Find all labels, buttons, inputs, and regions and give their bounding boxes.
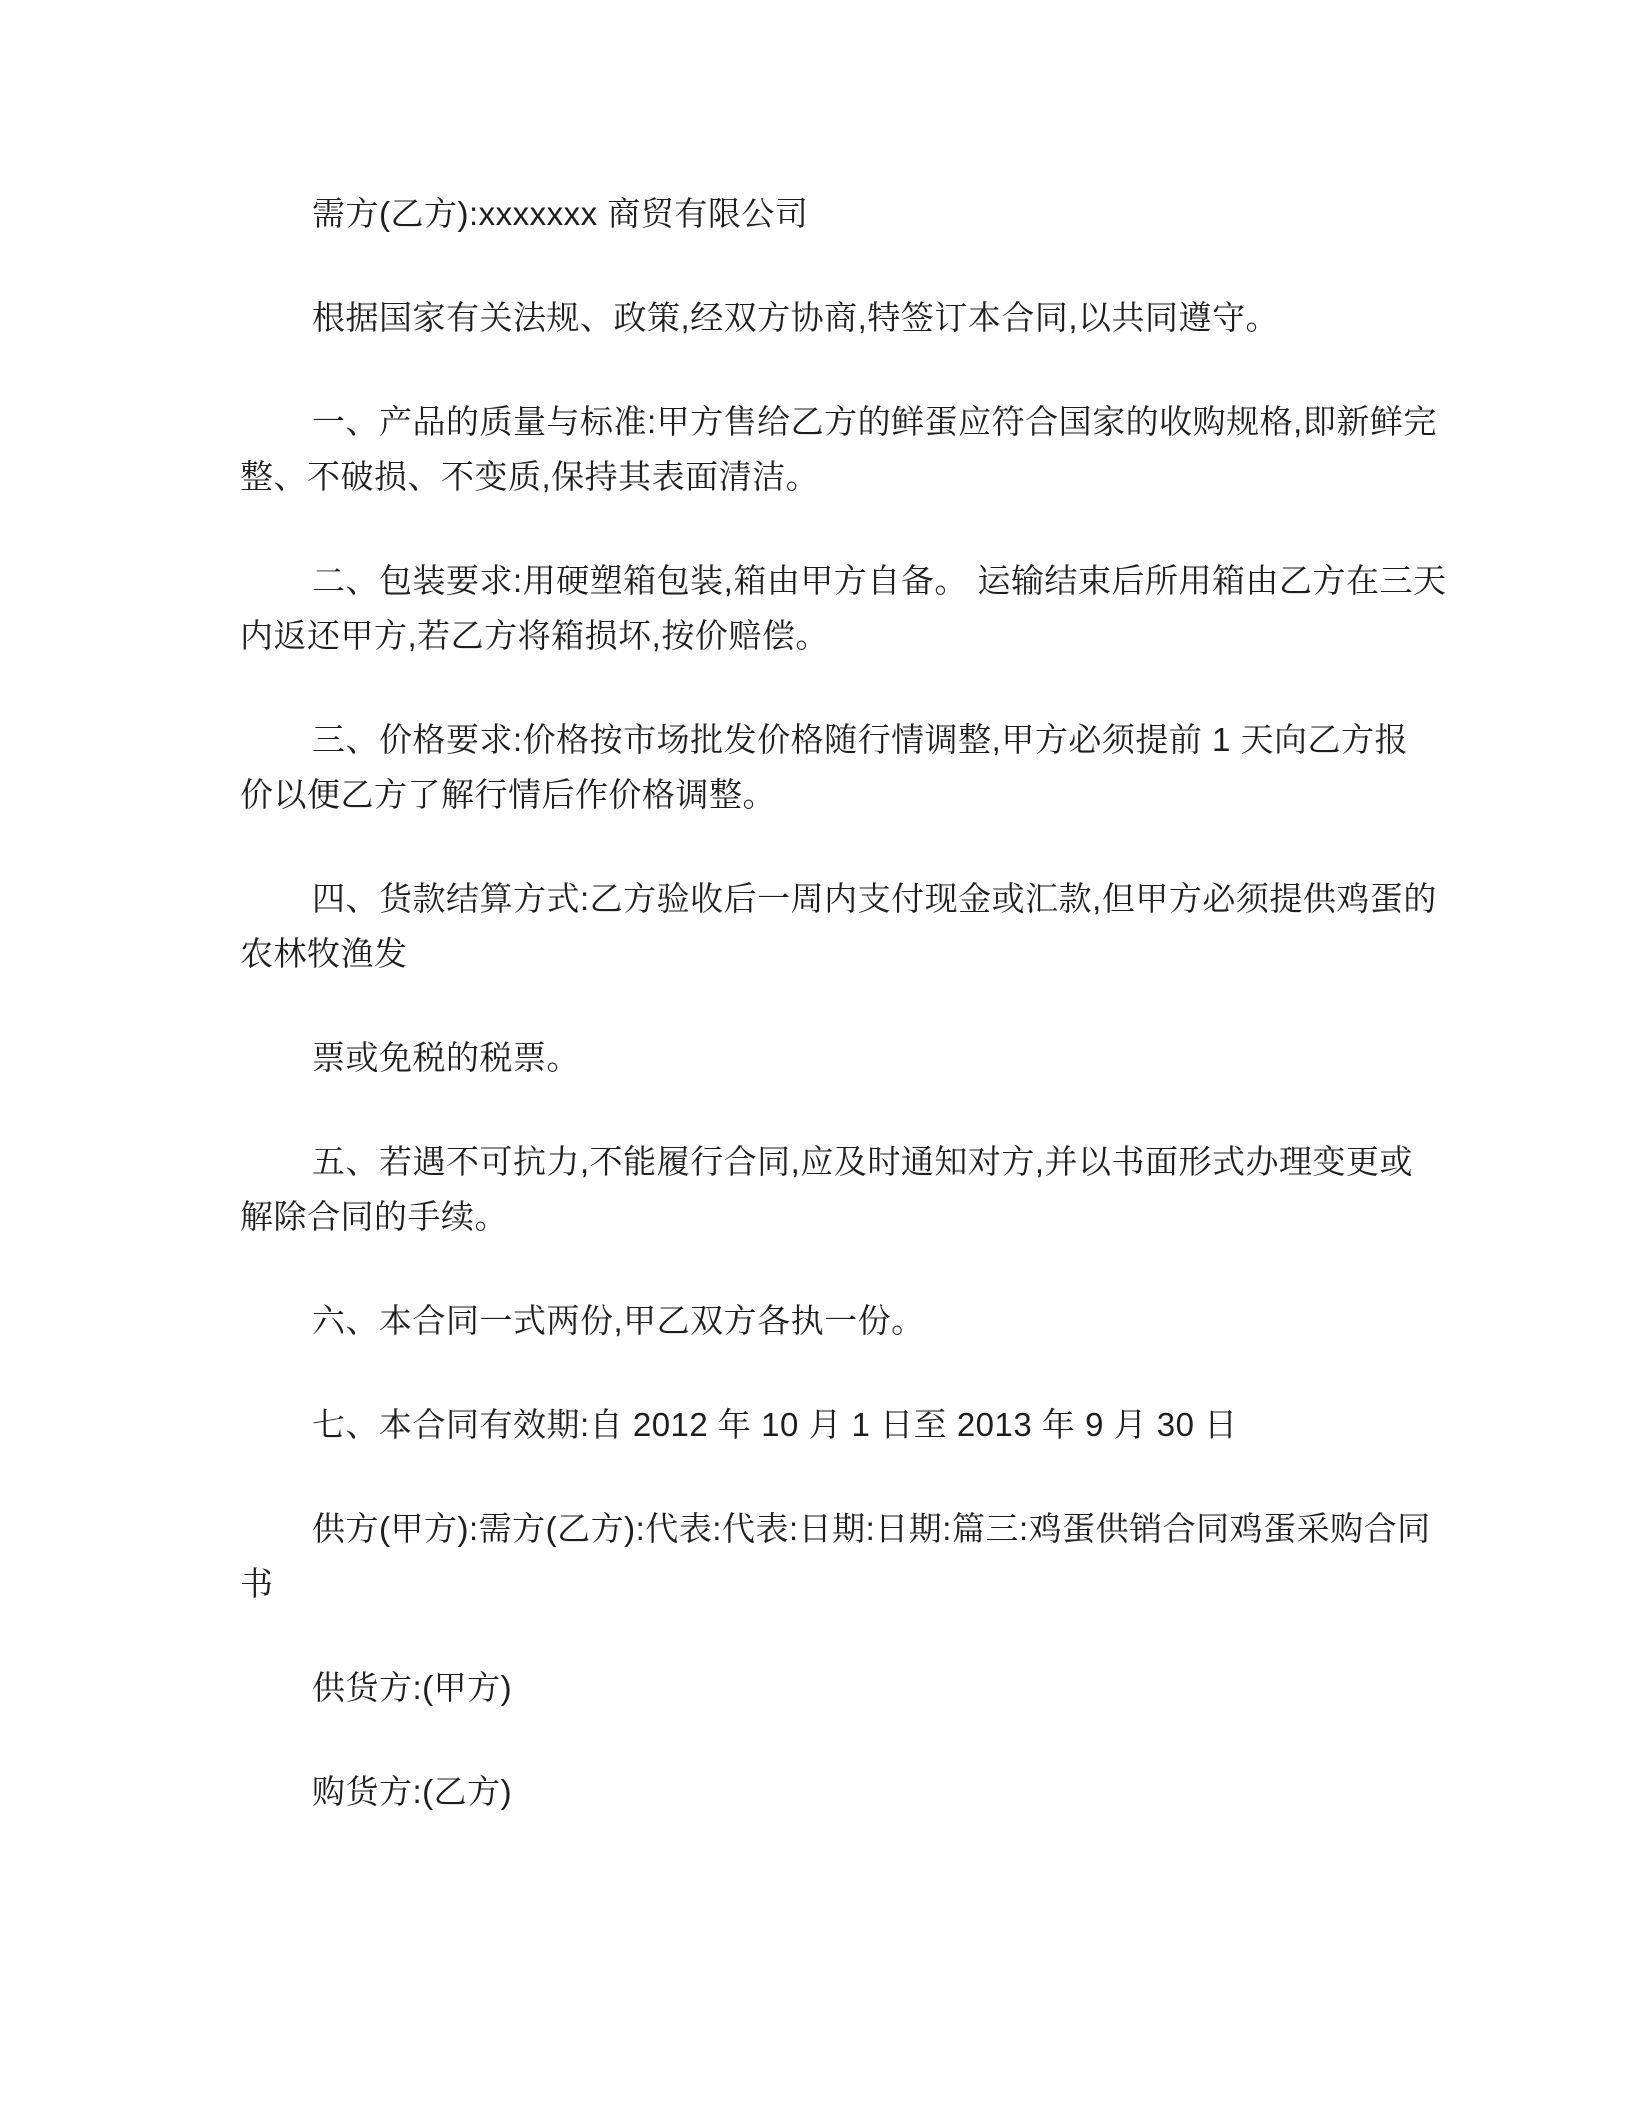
paragraph-line: 根据国家有关法规、政策,经双方协商,特签订本合同,以共同遵守。 bbox=[312, 299, 1280, 336]
para-clause-6-copies bbox=[240, 1293, 1482, 1348]
para-demander-line bbox=[240, 186, 1482, 241]
para-clause-1-quality bbox=[240, 394, 1482, 504]
para-preamble bbox=[240, 290, 1482, 345]
paragraph-line: 解除合同的手续。 bbox=[240, 1198, 508, 1235]
paragraph-line: 三、价格要求:价格按市场批发价格随行情调整,甲方必须提前 1 天向乙方报 bbox=[312, 721, 1409, 758]
paragraph-line: 二、包装要求:用硬塑箱包装,箱由甲方自备。 运输结束后所用箱由乙方在三天 bbox=[312, 562, 1447, 599]
para-clause-3-price bbox=[240, 712, 1482, 822]
paragraph-line: 农林牧渔发 bbox=[240, 935, 408, 972]
para-clause-4-settlement bbox=[240, 871, 1482, 981]
paragraph-line: 六、本合同一式两份,甲乙双方各执一份。 bbox=[312, 1302, 925, 1339]
paragraph-line: 票或免税的税票。 bbox=[312, 1039, 580, 1076]
para-clause-2-packaging bbox=[240, 553, 1482, 663]
para-purchaser-line bbox=[240, 1764, 1482, 1819]
paragraph-line: 整、不破损、不变质,保持其表面清洁。 bbox=[240, 458, 820, 495]
para-clause-4-continuation bbox=[240, 1030, 1482, 1085]
paragraph-line: 四、货款结算方式:乙方验收后一周内支付现金或汇款,但甲方必须提供鸡蛋的 bbox=[312, 880, 1437, 917]
para-clause-7-validity bbox=[240, 1397, 1482, 1452]
paragraph-line: 书 bbox=[240, 1565, 274, 1602]
paragraph-line: 价以便乙方了解行情后作价格调整。 bbox=[240, 776, 776, 813]
paragraph-line: 一、产品的质量与标准:甲方售给乙方的鲜蛋应符合国家的收购规格,即新鲜完 bbox=[312, 403, 1437, 440]
paragraph-line: 供方(甲方):需方(乙方):代表:代表:日期:日期:篇三:鸡蛋供销合同鸡蛋采购合同 bbox=[312, 1510, 1431, 1547]
paragraph-line: 七、本合同有效期:自 2012 年 10 月 1 日至 2013 年 9 月 30 日 bbox=[312, 1406, 1238, 1443]
paragraph-line: 需方(乙方):xxxxxxx 商贸有限公司 bbox=[312, 195, 809, 232]
para-supplier-line bbox=[240, 1660, 1482, 1715]
paragraph-line: 五、若遇不可抗力,不能履行合同,应及时通知对方,并以书面形式办理变更或 bbox=[312, 1143, 1414, 1180]
paragraph-line: 内返还甲方,若乙方将箱损坏,按价赔偿。 bbox=[240, 617, 829, 654]
para-clause-5-force-majeure bbox=[240, 1134, 1482, 1244]
paragraph-line: 供货方:(甲方) bbox=[312, 1669, 513, 1706]
para-signature-line bbox=[240, 1501, 1482, 1611]
paragraph-line: 购货方:(乙方) bbox=[312, 1773, 513, 1810]
